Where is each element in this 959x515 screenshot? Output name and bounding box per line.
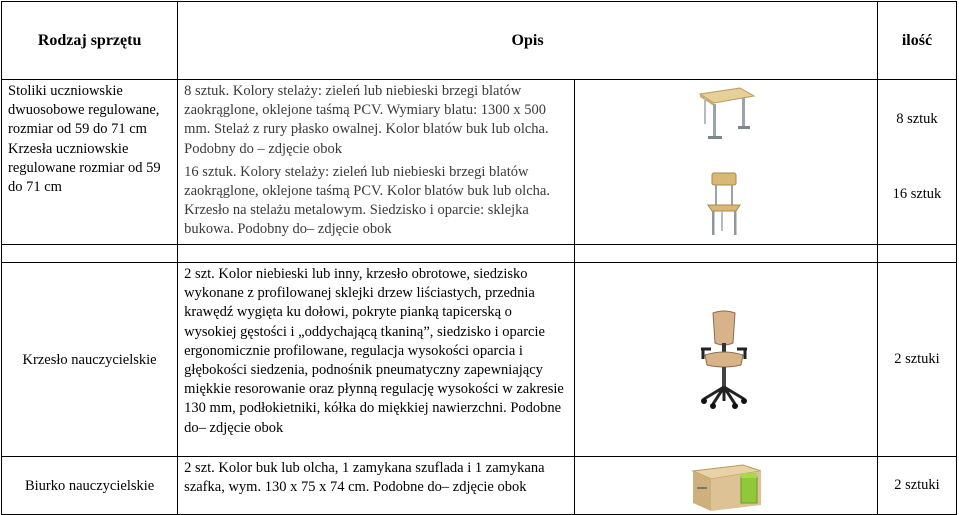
student-chair-image bbox=[704, 171, 744, 239]
table-row bbox=[2, 245, 957, 263]
description-cell bbox=[178, 80, 574, 245]
table-row bbox=[2, 80, 957, 245]
desc-teacher-chair: 2 szt. Kolor niebieski lub inny, krzesło obrotowe, siedzisko wykonane z profilowanej sklejki drzew liściastych, przednia krawędź wygięta ku dołowi, pokryte pianką tapicerską o wysokiej gęstości i „oddychającą tkaniną”, siedzisko i oparcie ergonomicznie profilowane, regulacja wysokości oparcia i głębokości siedzenia, podnośnik pneumatyczny zapewniający miękkie resorowanie oraz płynną regulację wysokości w zakresie 130 mm, podłokietniki, kółka do miękkiej nawierzchni. Podobne do– zdjęcie obok bbox=[184, 266, 564, 436]
qty-teacher-desk: 2 sztuki bbox=[894, 477, 940, 493]
qty-student-chairs: 16 sztuk bbox=[892, 186, 942, 202]
header-type: Rodzaj sprzętu bbox=[2, 2, 178, 80]
header-description: Opis bbox=[178, 2, 878, 80]
description-cell bbox=[178, 263, 574, 457]
item-name-student-chairs: Krzesła uczniowskie regulowane rozmiar od 59 do 71 cm bbox=[8, 140, 161, 196]
header-quantity: ilość bbox=[877, 2, 956, 80]
image-cell bbox=[574, 263, 877, 457]
image-cell bbox=[574, 80, 877, 245]
type-cell bbox=[2, 80, 178, 245]
quantity-cell bbox=[877, 80, 956, 245]
header-row bbox=[2, 2, 957, 80]
qty-teacher-chair: 2 sztuki bbox=[894, 351, 940, 367]
office-chair-image bbox=[699, 309, 749, 409]
desc-student-chairs: 16 sztuk. Kolory stelaży: zieleń lub niebieski brzegi blatów zaokrąglone, oklejone taśmą PCV. Kolor blatów buk lub olcha. Krzesło na stelażu metalowym. Siedzisko i oparcie: sklejka bukowa. Podobny do– zdjęcie obok bbox=[184, 163, 550, 238]
item-name-student-desks: Stoliki uczniowskie dwuosobowe regulowane, rozmiar od 59 do 71 cm bbox=[8, 83, 160, 138]
quantity-cell bbox=[877, 263, 956, 457]
student-desk-image bbox=[696, 86, 756, 144]
table-row bbox=[2, 263, 957, 457]
item-name-teacher-desk: Biurko nauczycielskie bbox=[24, 477, 155, 494]
item-name-teacher-chair: Krzesło nauczycielskie bbox=[22, 351, 157, 368]
desc-student-desks: 8 sztuk. Kolory stelaży: zieleń lub niebieski brzegi blatów zaokrąglone, oklejone taśmą PCV. Wymiary blatu: 1300 x 500 mm. Stelaż z rury płasko owalnej. Kolor blatów buk lub olcha. Podobny do – zdjęcie obok bbox=[184, 83, 549, 157]
type-cell bbox=[2, 263, 178, 457]
desc-teacher-desk: 2 szt. Kolor buk lub olcha, 1 zamykana szuflada i 1 zamykana szafka, wym. 130 x 75 x 74 cm. Podobne do– zdjęcie obok bbox=[184, 460, 545, 496]
equipment-table bbox=[1, 1, 957, 515]
qty-student-desks: 8 sztuk bbox=[896, 111, 938, 127]
teacher-desk-image bbox=[691, 461, 763, 511]
